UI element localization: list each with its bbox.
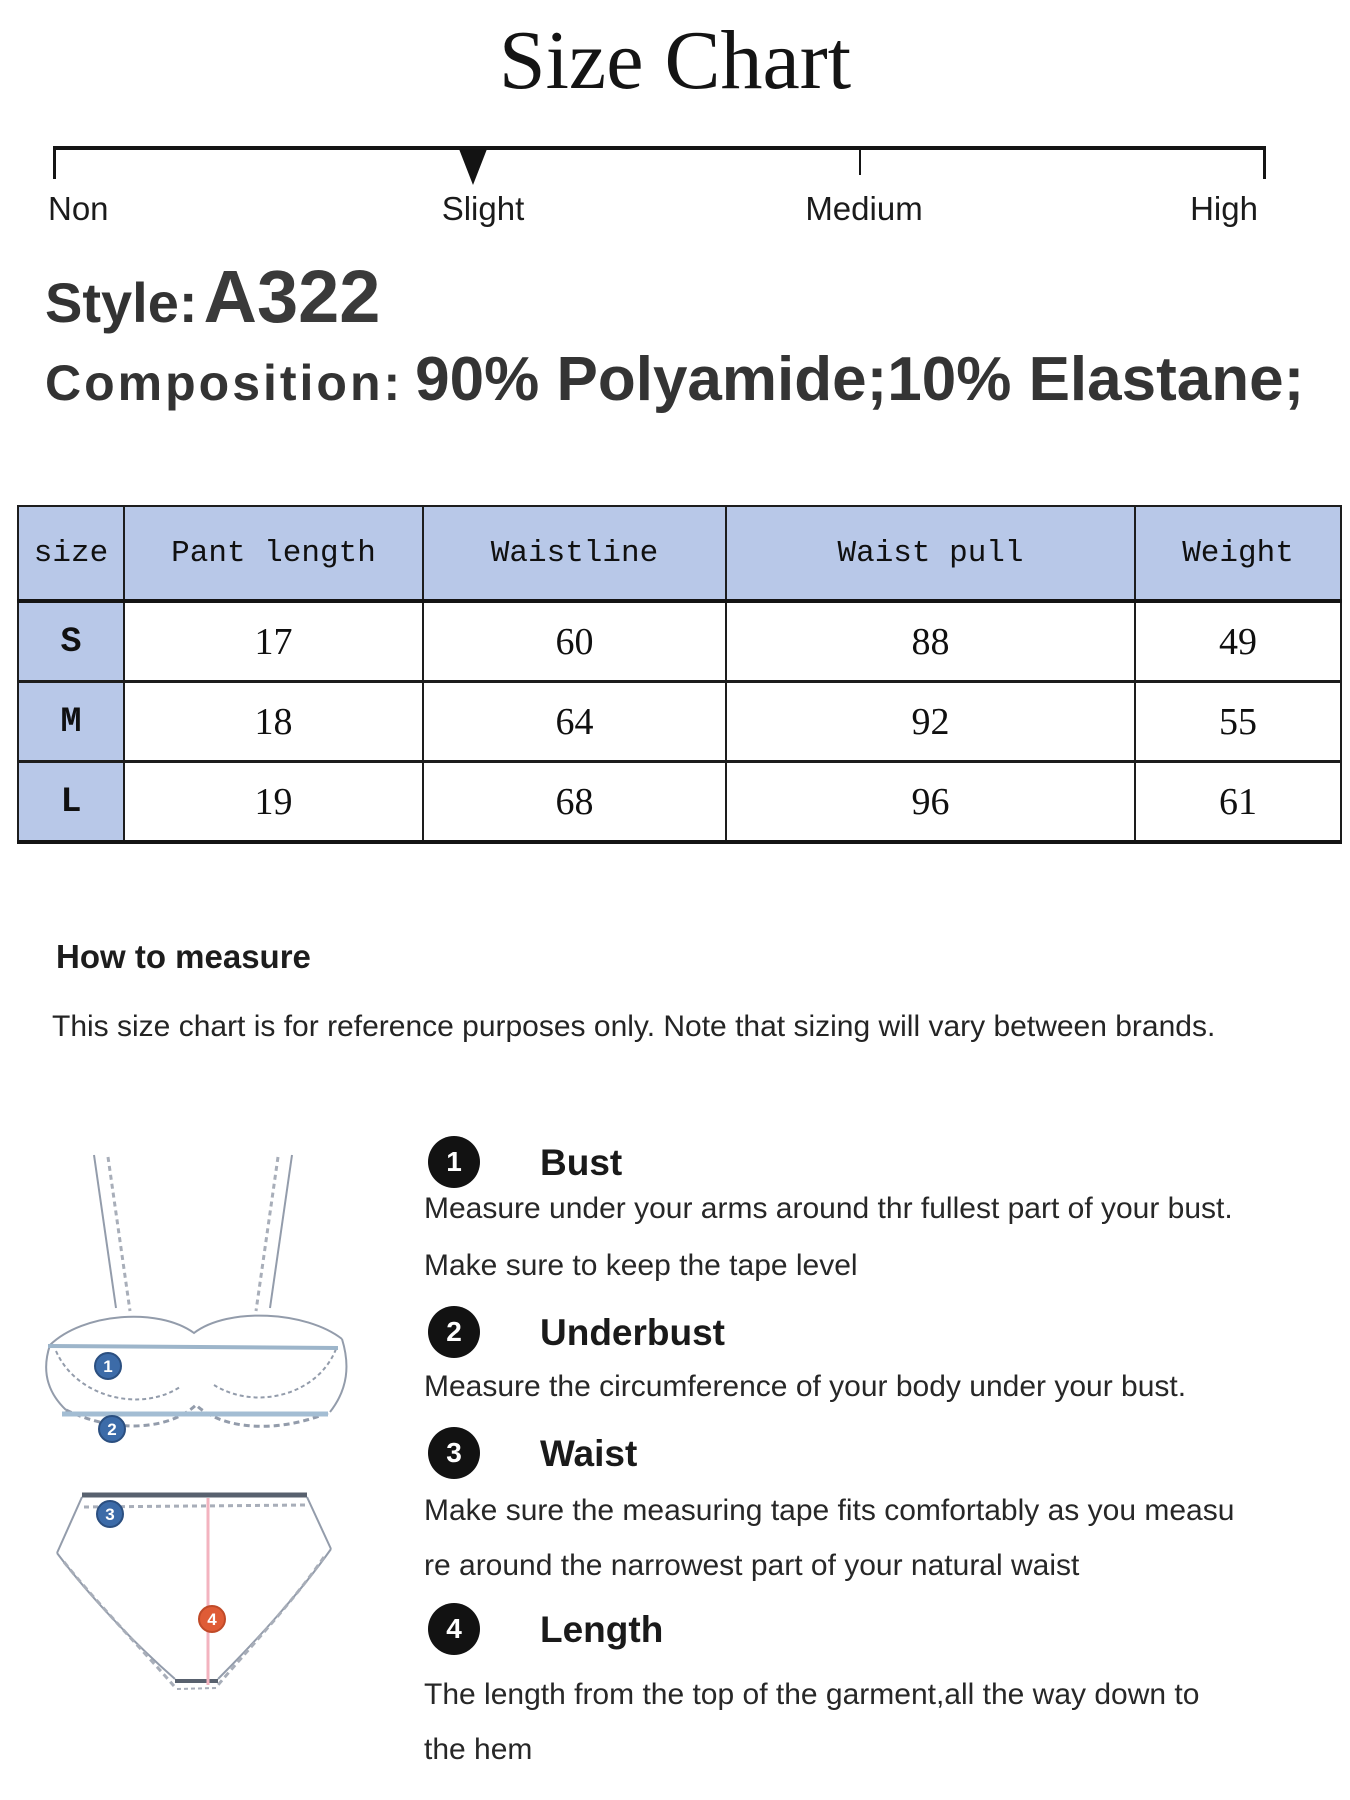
composition-value: 90% Polyamide;10% Elastane; [415, 345, 1305, 414]
step-4-text: the hem [424, 1733, 533, 1766]
svg-text:3: 3 [105, 1505, 115, 1524]
col-header-pant-length: Pant length [124, 506, 423, 601]
bust-measure-line [48, 1346, 338, 1348]
page-title: Size Chart [498, 14, 852, 107]
col-header-waist-pull: Waist pull [726, 506, 1135, 601]
step-2-title: Underbust [540, 1312, 725, 1353]
svg-text:2: 2 [107, 1420, 117, 1439]
col-header-waistline: Waistline [423, 506, 726, 601]
value-cell: 19 [124, 762, 423, 843]
svg-text:4: 4 [207, 1610, 217, 1629]
step-3-text: Make sure the measuring tape fits comfortably as you measu [424, 1494, 1235, 1527]
scale-tick-right [1263, 146, 1266, 179]
scale-label-slight: Slight [441, 190, 525, 227]
size-cell: M [18, 682, 124, 762]
value-cell: 64 [423, 682, 726, 762]
step-1-text: Measure under your arms around thr fullest part of your bust. [424, 1192, 1233, 1225]
size-cell: L [18, 762, 124, 843]
step-3-title: Waist [540, 1433, 638, 1474]
value-cell: 96 [726, 762, 1135, 843]
garment-badge-1 [95, 1353, 121, 1379]
value-cell: 92 [726, 682, 1135, 762]
scale-label-medium: Medium [805, 190, 923, 227]
value-cell: 60 [423, 601, 726, 682]
value-cell: 68 [423, 762, 726, 843]
size-table-header-row [18, 506, 1341, 601]
style-label: Style: [45, 271, 198, 334]
step-2-badge: 2 [428, 1306, 480, 1358]
composition-label: Composition: [45, 355, 404, 411]
how-to-measure-heading: How to measure [56, 938, 311, 975]
step-1-text: Make sure to keep the tape level [424, 1249, 858, 1282]
step-4-text: The length from the top of the garment,all the way down to [424, 1678, 1200, 1711]
value-cell: 18 [124, 682, 423, 762]
step-3-badge: 3 [428, 1427, 480, 1479]
value-cell: 55 [1135, 682, 1341, 762]
style-value: A322 [203, 255, 381, 338]
step-4-badge: 4 [428, 1603, 480, 1655]
table-row-l [18, 762, 1341, 843]
scale-label-high: High [1190, 190, 1258, 227]
garment-illustration [28, 1125, 368, 1765]
style-row [45, 254, 380, 339]
garment-badge-3 [97, 1501, 123, 1527]
step-4-title: Length [540, 1609, 664, 1650]
col-header-size: size [18, 506, 124, 601]
value-cell: 17 [124, 601, 423, 682]
garment-badge-2 [99, 1416, 125, 1442]
value-cell: 61 [1135, 762, 1341, 843]
scale-tick-left [53, 146, 56, 179]
step-1-title: Bust [540, 1142, 623, 1183]
scale-marker-icon [459, 149, 487, 185]
reference-note: This size chart is for reference purposes only. Note that sizing will vary between brands. [52, 1010, 1216, 1043]
scale-label-non: Non [48, 190, 109, 227]
svg-text:1: 1 [103, 1357, 113, 1376]
scale-line [53, 146, 1266, 150]
size-table [17, 505, 1342, 844]
panty-sketch [57, 1495, 331, 1689]
bra-sketch [46, 1155, 346, 1426]
scale-tick-medium [859, 146, 861, 175]
size-cell: S [18, 601, 124, 682]
table-row-m [18, 682, 1341, 762]
value-cell: 88 [726, 601, 1135, 682]
value-cell: 49 [1135, 601, 1341, 682]
garment-badge-4 [199, 1606, 225, 1632]
step-1-badge: 1 [428, 1136, 480, 1188]
col-header-weight: Weight [1135, 506, 1341, 601]
composition-row [45, 344, 1304, 415]
table-row-s [18, 601, 1341, 682]
step-2-text: Measure the circumference of your body under your bust. [424, 1370, 1187, 1403]
step-3-text: re around the narrowest part of your natural waist [424, 1549, 1080, 1582]
